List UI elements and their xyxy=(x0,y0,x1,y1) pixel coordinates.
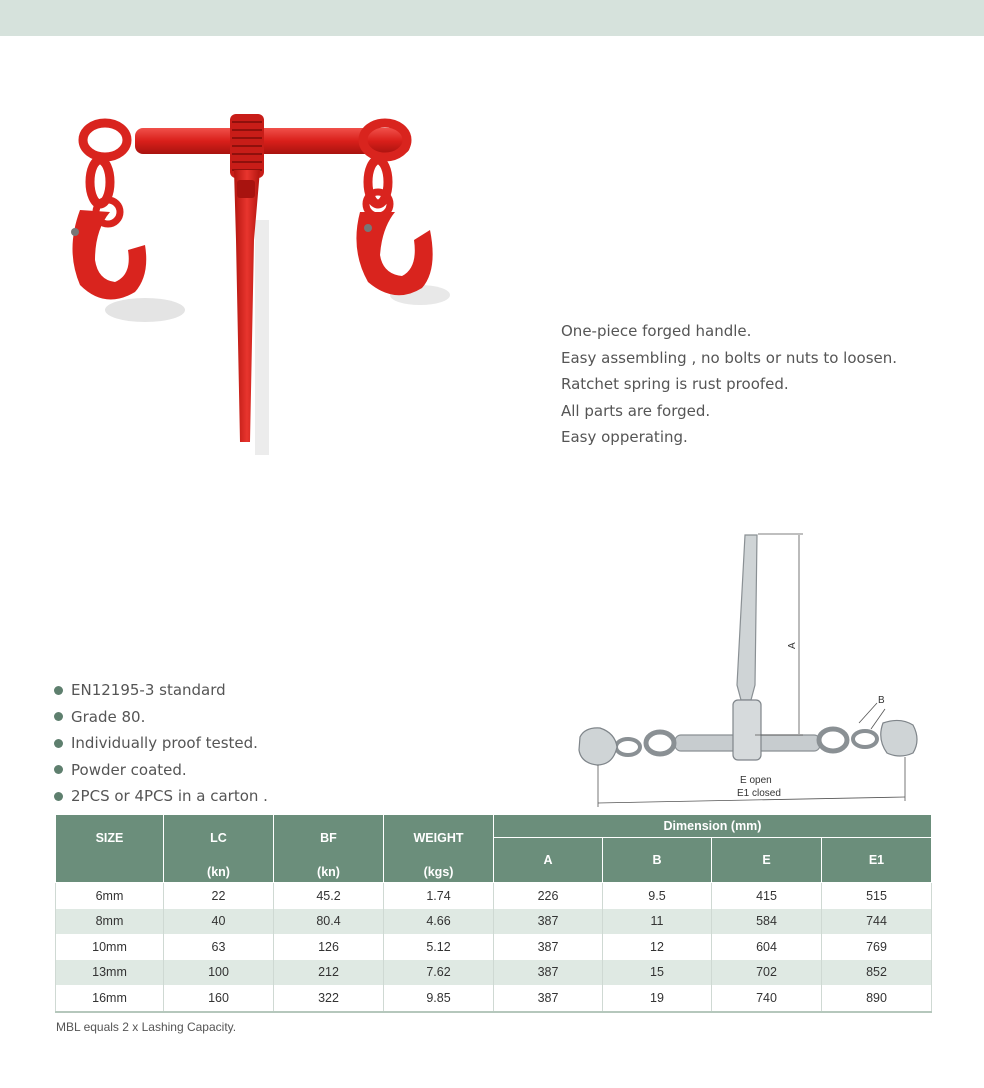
footnote: MBL equals 2 x Lashing Capacity. xyxy=(56,1020,237,1034)
bullet-item: Powder coated. xyxy=(54,757,268,784)
header-dimension: Dimension (mm) xyxy=(494,815,932,838)
bullet-item: 2PCS or 4PCS in a carton . xyxy=(54,783,268,810)
table-row: 10mm 63 126 5.12 387 12 604 769 xyxy=(56,934,932,960)
feature-item: Easy assembling , no bolts or nuts to loosen. xyxy=(561,348,898,367)
header-bf: BF (kn) xyxy=(274,815,384,883)
bullet-item: EN12195-3 standard xyxy=(54,677,268,704)
feature-item: One-piece forged handle. xyxy=(561,322,752,340)
feature-item: All parts are forged. xyxy=(561,401,711,420)
dimension-diagram xyxy=(565,525,935,815)
header-size: SIZE xyxy=(56,815,164,883)
header-a: A xyxy=(494,838,603,883)
bullet-dot-icon xyxy=(54,712,63,721)
table-row: 16mm 160 322 9.85 387 19 740 890 xyxy=(56,985,932,1012)
bullet-dot-icon xyxy=(54,765,63,774)
label-a: A xyxy=(787,642,798,649)
specification-table xyxy=(55,814,932,1013)
header-e1: E1 xyxy=(822,838,932,883)
table-row: 13mm 100 212 7.62 387 15 702 852 xyxy=(56,960,932,986)
bullet-item: Grade 80. xyxy=(54,704,268,731)
spec-bullet-list xyxy=(54,677,268,810)
bullet-dot-icon xyxy=(54,792,63,801)
bullet-item: Individually proof tested. xyxy=(54,730,268,757)
bullet-dot-icon xyxy=(54,686,63,695)
header-e: E xyxy=(712,838,822,883)
top-banner xyxy=(0,0,984,36)
header-lc: LC (kn) xyxy=(164,815,274,883)
feature-item: Easy opperating. xyxy=(561,428,688,447)
feature-item: Ratchet spring is rust proofed. xyxy=(561,375,789,394)
header-b: B xyxy=(603,838,712,883)
table-row: 6mm 22 45.2 1.74 226 9.5 415 515 xyxy=(56,883,932,909)
label-e1: E1 closed xyxy=(737,788,781,799)
bullet-dot-icon xyxy=(54,739,63,748)
label-b: B xyxy=(878,695,885,706)
table-row: 8mm 40 80.4 4.66 387 11 584 744 xyxy=(56,909,932,935)
feature-list xyxy=(561,318,897,451)
ratchet-load-binder-photo xyxy=(50,100,470,470)
label-e: E open xyxy=(740,775,772,786)
header-weight: WEIGHT (kgs) xyxy=(384,815,494,883)
